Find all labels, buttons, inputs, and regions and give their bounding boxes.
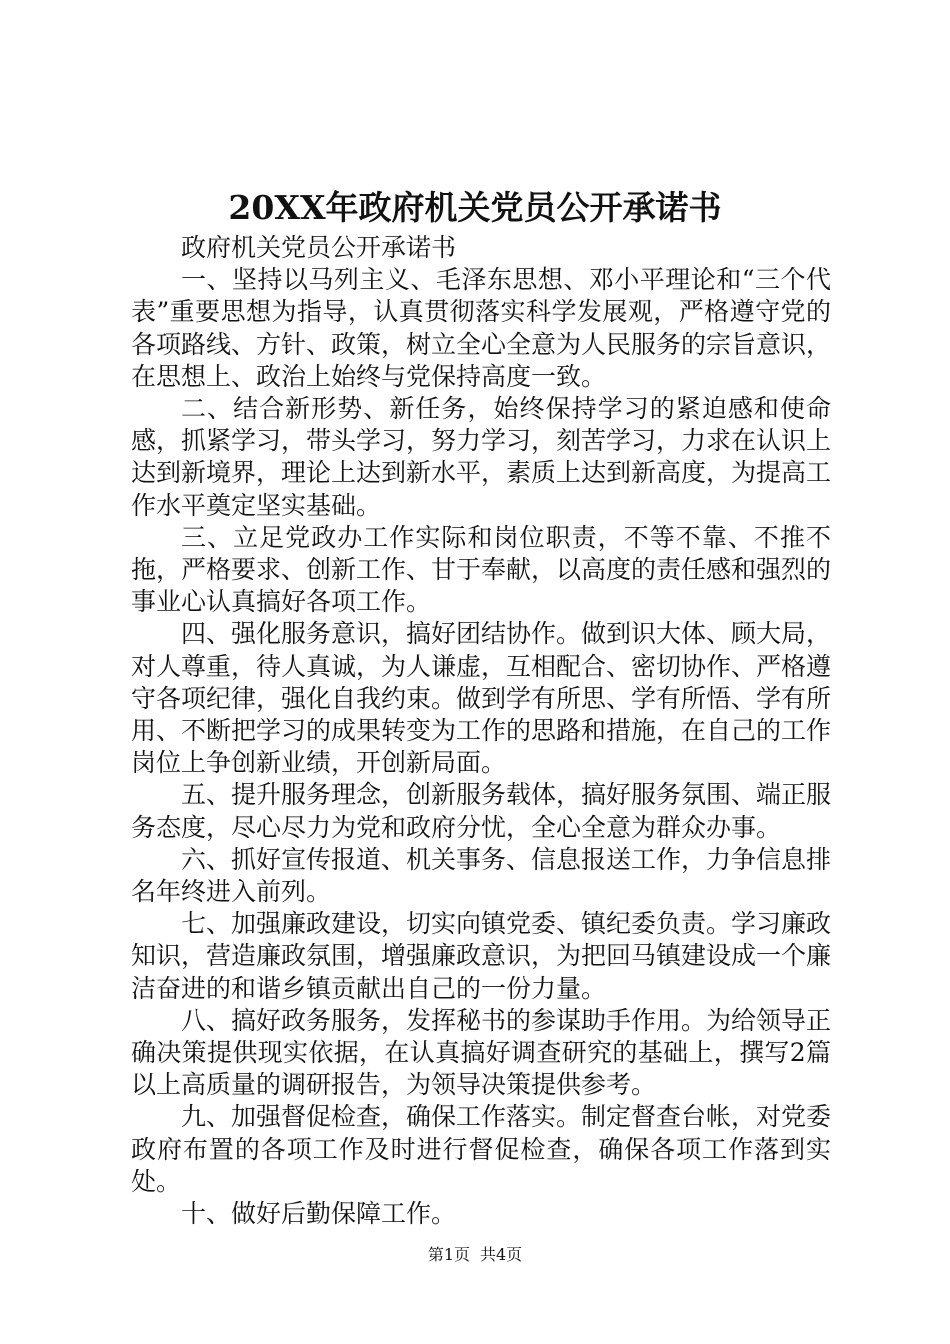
paragraph-item-4: 四、强化服务意识，搞好团结协作。做到识大体、顾大局，对人尊重，待人真诚，为人谦虚，互相配合、密切协作、严格遵守各项纪律，强化自我约束。做到学有所思、学有所悟、学有所用、不断把学习的成果转变为工作的思路和措施，在自己的工作岗位上争创新业绩，开创新局面。 (131, 619, 832, 778)
paragraph-item-8: 八、搞好政务服务，发挥秘书的参谋助手作用。为给领导正确决策提供现实依据，在认真搞好调查研究的基础上，撰写2篇以上高质量的调研报告，为领导决策提供参考。 (131, 1005, 832, 1100)
paragraph-item-9: 九、加强督促检查，确保工作落实。制定督查台帐，对党委政府布置的各项工作及时进行督促检查，确保各项工作落到实处。 (131, 1102, 832, 1196)
page-number: 第1页 (427, 1245, 470, 1264)
paragraph-item-5: 五、提升服务理念，创新服务载体，搞好服务氛围、端正服务态度，尽心尽力为党和政府分忧，全心全意为群众办事。 (131, 780, 832, 842)
document-title: 20XX年政府机关党员公开承诺书 (228, 188, 722, 227)
paragraph-item-6: 六、抓好宣传报道、机关事务、信息报送工作，力争信息排名年终进入前列。 (131, 844, 832, 907)
paragraph-item-7: 七、加强廉政建设，切实向镇党委、镇纪委负责。学习廉政知识，营造廉政氛围，增强廉政意识，为把回马镇建设成一个廉洁奋进的和谐乡镇贡献出自己的一份力量。 (131, 909, 832, 1003)
paragraph-item-2: 二、结合新形势、新任务，始终保持学习的紧迫感和使命感，抓紧学习，带头学习，努力学习，刻苦学习，力求在认识上达到新境界，理论上达到新水平，素质上达到新高度，为提高工作水平奠定坚实基础。 (131, 394, 832, 520)
paragraph-subtitle: 政府机关党员公开承诺书 (181, 233, 457, 262)
document-body (131, 232, 831, 1230)
page-total: 共4页 (480, 1245, 523, 1264)
paragraph-item-3: 三、立足党政办工作实际和岗位职责，不等不靠、不推不拖，严格要求、创新工作、甘于奉献，以高度的责任感和强烈的事业心认真搞好各项工作。 (131, 522, 832, 617)
paragraph-item-1: 一、坚持以马列主义、毛泽东思想、邓小平理论和“三个代表”重要思想为指导，认真贯彻落实科学发展观，严格遵守党的各项路线、方针、政策，树立全心全意为人民服务的宗旨意识，在思想上、政治上始终与党保持高度一致。 (131, 265, 832, 391)
paragraph-item-10: 十、做好后勤保障工作。 (181, 1199, 457, 1229)
page-footer (0, 1244, 950, 1266)
